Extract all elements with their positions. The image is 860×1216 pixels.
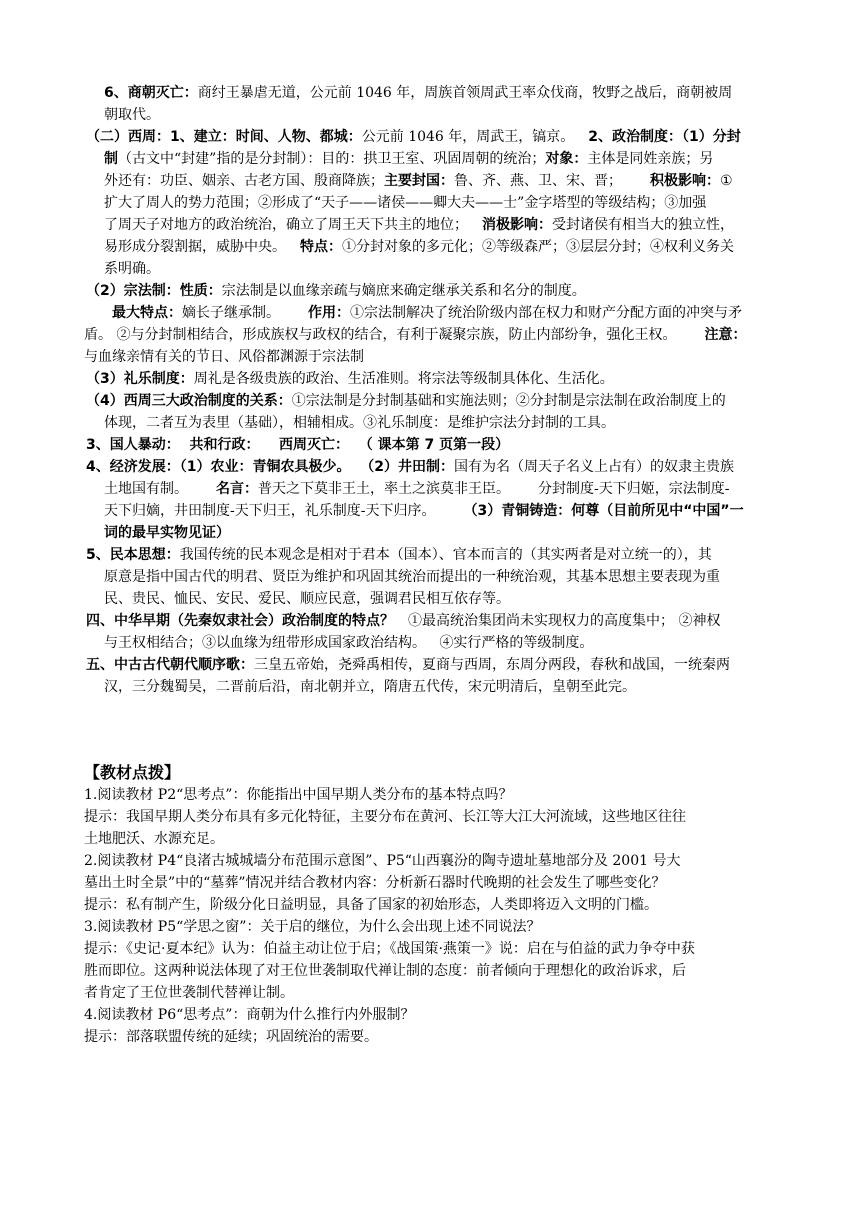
textbook-line: 4.阅读教材 P6“思考点”：商朝为什么推行内外服制？ xyxy=(84,1007,415,1023)
quote: 普天之下莫非王土，率土之滨莫非王臣。 xyxy=(258,481,510,497)
xizhou-line1 xyxy=(86,126,741,148)
item5-line3: 民、贵民、恤民、安民、爱民、顺应民意，强调君民相互依存等。 xyxy=(104,591,510,607)
bronze-casting: （3）青铜铸造：何尊（目前所见中“中国”一 xyxy=(463,503,744,519)
summary-end: 天下归嫡，井田制度-天下归王，礼乐制度-天下归序。 xyxy=(104,503,436,519)
fengjian-target: 主体是同姓亲族；另 xyxy=(587,151,714,167)
positive-impact-start: ① xyxy=(720,173,733,189)
sanda-text: ①宗法制是分封制基础和实施法则；②分封制是宗法制在政治制度上的 xyxy=(291,393,726,409)
xizhou-founding: 公元前 1046 年，周武王，镐京。 xyxy=(361,129,575,145)
zongfa-line3 xyxy=(84,324,746,346)
xizhou-line2 xyxy=(104,148,713,170)
dynasty-song: 三皇五帝始，尧舜禹相传，夏商与西周，东周分两段，春秋和战国，一统秦两 xyxy=(254,657,730,673)
features: ①分封对象的多元化；②等级森严；③层层分封；④权利义务关 xyxy=(342,239,734,255)
textbook-line: 者肯定了王位世袭制代替禅让制。 xyxy=(84,985,294,1001)
zongfa-role-label: 作用： xyxy=(308,305,350,321)
sanda-title: （4）西周三大政治制度的关系： xyxy=(86,393,292,409)
positive-impact-label: 积极影响： xyxy=(650,173,720,189)
part4-line2: 与王权相结合；③以血缘为纽带形成国家政治结构。 ④实行严格的等级制度。 xyxy=(104,635,594,651)
zongfa-nature: 宗法制是以血缘亲疏与嫡庶来确定继承关系和名分的制度。 xyxy=(221,283,586,299)
item4-line3 xyxy=(104,500,744,522)
sanda-line1 xyxy=(86,390,726,412)
fengjian-target-more: 外还有：功臣、姻亲、古老方国、殷商降族； xyxy=(104,173,384,189)
zongfa-feature-label: 最大特点： xyxy=(112,305,182,321)
item4-line4: 词的最早实物见证） xyxy=(104,525,230,541)
xizhou-political-system: 2、政治制度：（1）分封 xyxy=(588,129,741,145)
zongfa-feature: 嫡长子继承制。 xyxy=(182,305,280,321)
positive-impact-end: 了周天子对地方的政治统治，确立了周王天下共主的地位； xyxy=(104,217,468,233)
zongfa-line2 xyxy=(112,302,742,324)
item6-title: 6、商朝灭亡： xyxy=(104,85,198,101)
sanda-line2: 体现，二者互为表里（基础），相辅相成。③礼乐制度：是维护宗法分封制的工具。 xyxy=(104,415,615,431)
textbook-line: 土地肥沃、水源充足。 xyxy=(84,831,224,847)
zongfa-role: ①宗法制解决了统治阶级内部在权力和财产分配方面的冲突与矛 xyxy=(350,305,742,321)
item3-line: 3、国人暴动： 共和行政： 西周灭亡： （ 课本第 7 页第一段） xyxy=(86,437,510,453)
zongfa-role-more: 盾。 ②与分封制相结合，形成族权与政权的结合，有利于凝聚宗族，防止内部纷争，强化王权。 xyxy=(84,327,677,343)
economy-title: 4、经济发展：（1）农业：青铜农具极少。 （2）井田制： xyxy=(86,459,454,475)
liyue-line xyxy=(86,368,614,390)
fengjian-label: 制 xyxy=(104,151,118,167)
textbook-line: 2.阅读教材 P4“良渚古城城墙分布范围示意图”、P5“山西襄汾的陶寺遗址墓地部分及 2001 号大 xyxy=(84,853,681,869)
item6-line2: 朝取代。 xyxy=(104,107,160,123)
part4-title: 四、中华早期（先秦奴隶社会）政治制度的特点？ xyxy=(86,613,394,629)
zongfa-line1 xyxy=(86,280,586,302)
negative-impact-label: 消极影响： xyxy=(482,217,552,233)
textbook-line: 1.阅读教材 P2“思考点”：你能指出中国早期人类分布的基本特点吗？ xyxy=(84,787,513,803)
item4-line1 xyxy=(86,456,734,478)
part4-text: ①最高统治集团尚未实现权力的高度集中； ②神权 xyxy=(408,613,721,629)
item5-line2: 原意是指中国古代的明君、贤臣为维护和巩固其统治而提出的一种统治观，其基本思想主要表现为重 xyxy=(104,569,720,585)
item5-line1 xyxy=(86,544,712,566)
quote-label: 名言： xyxy=(216,481,258,497)
item4-line2 xyxy=(104,478,729,500)
fengjian-note: （古文中“封建”指的是分封制）：目的： xyxy=(118,151,364,167)
negative-impact-end: 易形成分裂割据，威胁中央。 xyxy=(104,239,286,255)
textbook-line: 提示：私有制产生，阶级分化日益明显，具备了国家的初始形态，人类即将迈入文明的门槛。 xyxy=(84,897,658,913)
minben-title: 5、民本思想： xyxy=(86,547,180,563)
textbook-line: 胜而即位。这两种说法体现了对王位世袭制取代禅让制的态度：前者倾向于理想化的政治诉求，后 xyxy=(84,963,686,979)
xizhou-line3 xyxy=(104,170,733,192)
features-label: 特点： xyxy=(300,239,342,255)
fengjian-purpose: 拱卫王室、巩固周朝的统治； xyxy=(363,151,546,167)
main-states-label: 主要封国： xyxy=(384,173,454,189)
item6-line1 xyxy=(104,82,732,104)
textbook-heading: 【教材点拨】 xyxy=(84,763,181,782)
zongfa-line4: 与血缘亲情有关的节日、风俗都渊源于宗法制 xyxy=(84,349,364,365)
minben-text: 我国传统的民本观念是相对于君本（国本）、官本而言的（其实两者是对立统一的），其 xyxy=(179,547,712,563)
jingtian-text: 国有为名（周天子名义上占有）的奴隶主贵族 xyxy=(453,459,734,475)
part5-title: 五、中古古代朝代顺序歌： xyxy=(86,657,254,673)
textbook-line: 3.阅读教材 P5“学思之窗”：关于启的继位，为什么会出现上述不同说法？ xyxy=(84,919,541,935)
textbook-line: 提示：部落联盟传统的延续；巩固统治的需要。 xyxy=(84,1029,378,1045)
textbook-line: 墓出土时全景”中的“墓葬”情况并结合教材内容：分析新石器时代晚期的社会发生了哪些变化？ xyxy=(84,875,666,891)
negative-impact: 受封诸侯有相当大的独立性， xyxy=(552,217,734,233)
xizhou-line4: 扩大了周人的势力范围；②形成了“天子——诸侯——卿大夫——士”金字塔型的等级结构；③加强 xyxy=(104,195,707,211)
jingtian-text-end: 土地国有制。 xyxy=(104,481,188,497)
xizhou-line5 xyxy=(104,214,734,236)
part5-line2: 汉，三分魏蜀吴，二晋前后沿，南北朝并立，隋唐五代传，宋元明清后，皇朝至此完。 xyxy=(104,679,636,695)
part4-line1 xyxy=(86,610,720,632)
xizhou-line7: 系明确。 xyxy=(104,261,160,277)
main-states: 鲁、齐、燕、卫、宋、晋； xyxy=(454,173,622,189)
liyue-text: 周礼是各级贵族的政治、生活准则。将宗法等级制具体化、生活化。 xyxy=(193,371,614,387)
textbook-line: 提示：我国早期人类分布具有多元化特征，主要分布在黄河、长江等大江大河流域，这些地区往往 xyxy=(84,809,686,825)
zongfa-title: （2）宗法制：性质： xyxy=(86,283,222,299)
fengjian-target-label: 对象： xyxy=(545,151,588,167)
liyue-title: （3）礼乐制度： xyxy=(86,371,194,387)
xizhou-line6 xyxy=(104,236,734,258)
summary-start: 分封制度-天下归姬，宗法制度- xyxy=(538,481,730,497)
textbook-line: 提示：《史记·夏本纪》认为：伯益主动让位于启；《战国策·燕策一》说：启在与伯益的武力争夺中获 xyxy=(84,941,695,957)
item6-text: 商纣王暴虐无道，公元前 1046 年，周族首领周武王率众伐商，牧野之战后，商朝被周 xyxy=(197,85,733,101)
xizhou-title: （二）西周：1、建立：时间、人物、都城： xyxy=(86,129,362,145)
part5-line1 xyxy=(86,654,730,676)
zongfa-note-label: 注意： xyxy=(704,327,747,343)
